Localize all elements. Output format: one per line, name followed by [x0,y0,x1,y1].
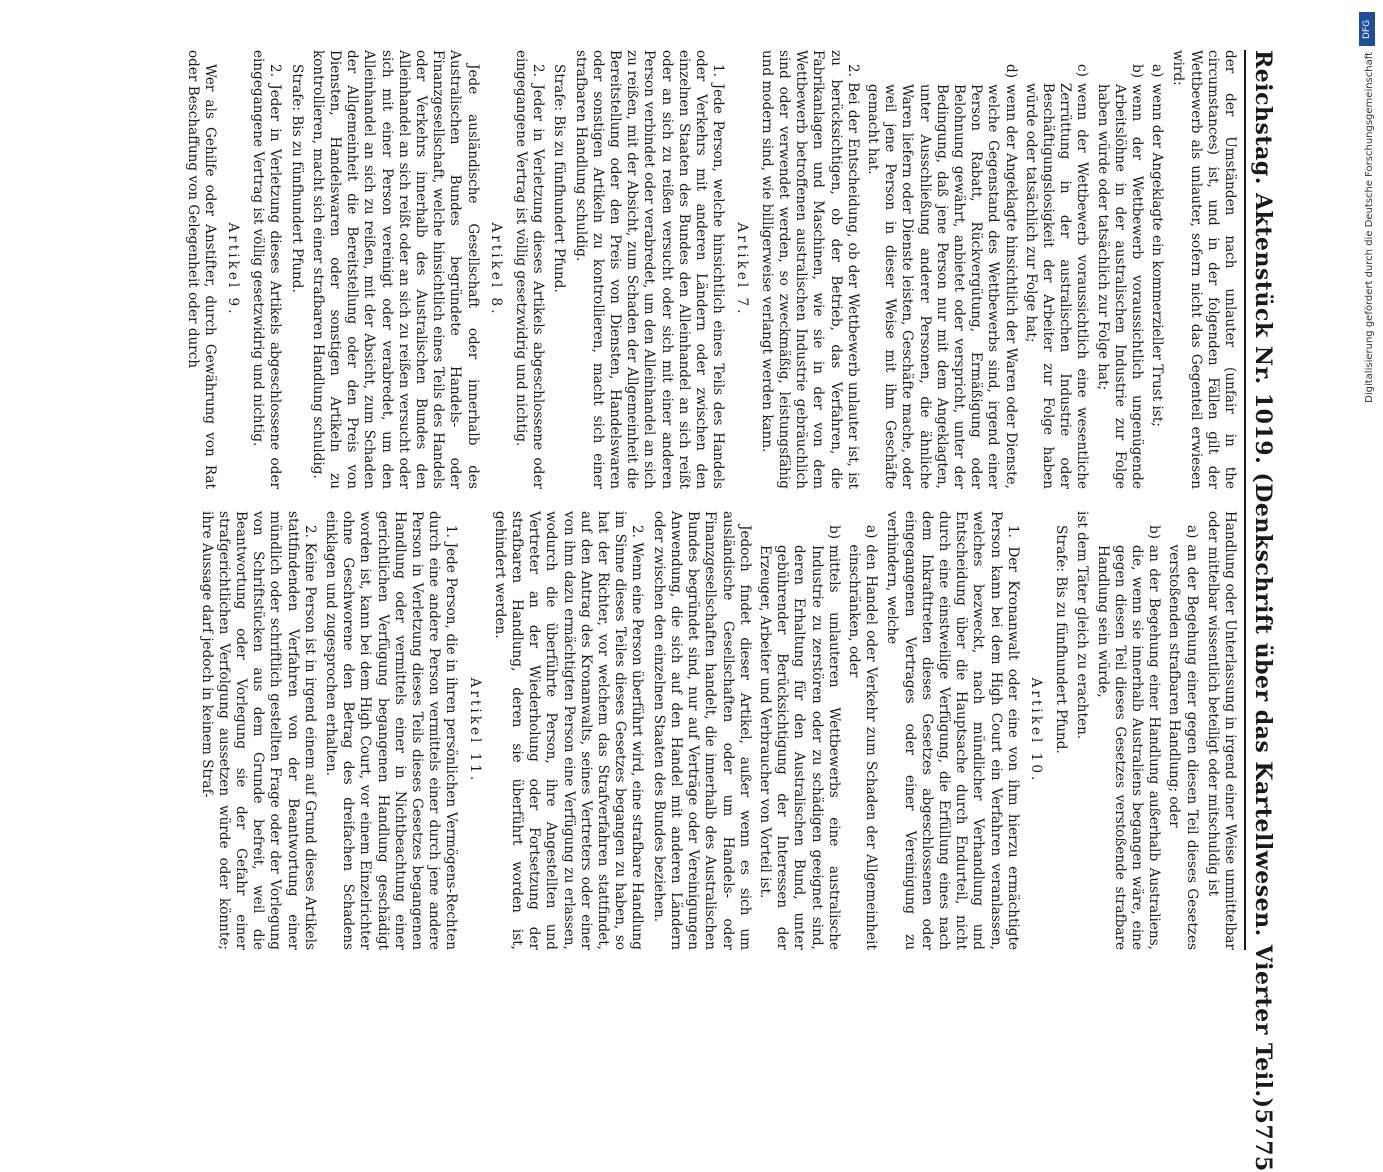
page-content [50,50,1290,1172]
header-title: Reichstag. Aktenstück Nr. 1019. (Denkschrift über das Kartellwesen. Vierter Teil.) [1250,50,1276,1109]
penalty-line: Strafe: Bis zu fünfhundert Pfund. [288,64,305,293]
paragraph: Jedoch findet dieser Artikel, außer wenn es sich um ausländische Gesellschaften oder um Handels- oder Finanzgesellschaften handelt, die innerhalb des Australischen Bundes begründet sind, nur auf Verträge oder Vereinigungen Anwendung, die sich auf den Handel mit anderen Ländern oder zwischen den einzelnen Staaten des Bundes beziehen. [650,511,753,950]
paragraph: der der Umständen nach unlauter (unfair in the circumstances) ist, und in der folgenden Fällen gilt der Wettbewerb als unlauter, sofern nicht das Gegenteil erwiesen wird: [1170,50,1238,489]
list-label: b) [1128,64,1145,79]
list-text: wenn der Wettbewerb voraussichtlich eine wesentliche Zerrüttung in der australischen Industrie oder Beschäftigungslosigkeit der Arbeiter zur Folge haben würde oder tatsächlich zur Folge hat; [1022,82,1091,489]
paragraph: 1. Jede Person, die in ihren persönlichen Vermögens-Rechten durch eine andere Person vermittels einer durch jene andere Person in Verletzung dieses Teils dieses Gesetzes begangenen Handlung oder vermittels einer in Nichtbeachtung einer gerichtlichen Verfügung begangenen Handlung geschädigt worden ist, kann bei dem High Court, vor einem Einzelrichter ohne Geschworene den Betrag des dreifachen Schadens einklagen und zugesprochen erhalten. [323,511,460,950]
paragraph: 2. Keine Person ist in irgend einem auf Grund dieses Artikels stattfindenden Verfahren von der Beantwortung einer mündlich oder schriftlich gestellten Frage oder der Vorlegung von Schriftstücken aus dem Grunde befreit, weil die Beantwortung oder Vorlegung sie der Gefahr einer strafgerichtlichen Verfolgung aussetzen würde oder könnte; ihre Aussage darf jedoch in keinem Straf- [198,511,318,950]
list-text: mittels unlauteren Wettbewerbs eine australische Industrie zu zerstören oder zu schädigen geeignet sind, deren Erhaltung für den Australischen Bund, unter gebührender Berücksichtigung der Interessen der Erzeuger, Arbeiter und Verbraucher von Vorteil ist. [756,545,842,950]
list-label: a) [1149,64,1166,78]
column-right [58,511,1238,950]
text-columns [58,50,1238,950]
list-text: an der Begehung einer Handlung außerhalb Australiens, die, wenn sie innerhalb Australiens begangen wäre, eine gegen diesen Teil dieses Gesetzes verstoßende strafbare Handlung sein würde, [1094,545,1163,950]
list-item [1022,50,1091,489]
list-item [1148,50,1165,489]
list-text: den Handel oder Verkehr zum Schaden der Allgemeinheit einschränken, oder [845,544,880,950]
paragraph: 1. Der Kronanwalt oder eine von ihm hierzu ermächtigte Person kann bei dem High Court ein Verfahren veranlassen, welches bezweckt, nach mündlicher Verhandlung und Entscheidung über die Hauptsache durch Endurteil, nicht durch eine einstweilige Verfügung, die Erfüllung eines nach dem Inkrafttreten dieses Gesetzes abgeschlossenen oder eingegangenen Vertrages oder einer Vereinigung zu verhindern, welche [884,511,1021,950]
paragraph: 2. Wenn eine Person überführt wird, eine strafbare Handlung im Sinne dieses Teiles dieses Gesetzes begangen zu haben, so hat der Richter, vor welchem das Strafverfahren stattfindet, auf den Antrag des Kronanwalts, seines Vertreters oder einer von ihm dazu ermächtigten Person eine Verfügung zu erlassen, wodurch die überführte Person, ihre Angestellten und Vertreter an der Wiederholung oder Fortsetzung der strafbaren Handlung, deren sie überführt worden ist, gehindert werden. [491,511,646,950]
digitization-credit: Digitalisierung gefördert durch die Deutsche Forschungsgemeinschaft [1364,52,1375,403]
list-text: an der Begehung einer gegen diesen Teil dieses Gesetzes verstoßenden strafbaren Handlung; oder [1166,544,1200,950]
list-label: a) [863,525,880,539]
page-number: 5775 [1250,1108,1276,1172]
paragraph: ist dem Täter gleich zu erachten. [1074,511,1091,740]
penalty-line: Strafe: Bis zu fünfhundert Pfund. [1053,525,1070,754]
list-label: d) [1002,64,1019,79]
list-item [845,511,879,950]
list-text: wenn der Angeklagte hinsichtlich der Waren oder Dienste, welche Gegenstand des Wettbewerbs sind, irgend einer Person Rabatt, Rückvergütung, Ermäßigung oder Belohnung gewährt, anbietet oder verspricht, unter der Bedingung, daß jene Person nur mit dem Angeklagten, unter Ausschließung anderer Personen, die ähnliche Waren liefern oder Dienste leisten, Geschäfte mache, oder weil jene Person in dieser Weise mit ihm Geschäfte gemacht hat. [864,84,1019,489]
paragraph: 2. Jeder in Verletzung dieses Artikels abgeschlossene oder eingegangene Vertrag ist völlig gesetzwidrig und nichtig. [513,50,547,489]
list-item [1093,511,1162,950]
dfg-logo: DFG [1359,12,1375,46]
article-heading: Artikel 7. [733,222,750,317]
article-heading: Artikel 8. [487,222,504,317]
list-text: wenn der Angeklagte ein kommerzieller Trust ist; [1149,83,1166,427]
paragraph: 1. Jede Person, welche hinsichtlich eines Teils des Handels oder Verkehrs mit anderen Ländern oder zwischen den einzelnen Staaten des Bundes den Alleinhandel an sich reißt oder an sich zu reißen versucht oder sich mit einer anderen Person verbindet oder verabredet, um den Alleinhandel an sich zu reißen, mit der Absicht, zum Schaden der Allgemeinheit die Bereitstellung oder den Preis von Diensten, Handelswaren oder sonstigen Artikeln zu kontrollieren, macht sich einer strafbaren Handlung schuldig. [572,50,727,489]
article-heading: Artikel 10. [1027,677,1044,784]
list-label: b) [825,525,842,540]
list-item [864,50,1019,489]
paragraph: 2. Jeder in Verletzung dieses Artikels abgeschlossene oder eingegangene Vertrag ist völlig gesetzwidrig und nichtig. [250,50,284,489]
running-header [1244,50,1290,1172]
paragraph: 2. Bei der Entscheidung, ob der Wettbewerb unlauter ist, ist zu berücksichtigen, ob der Betrieb, das Verfahren, die Fabrikanlagen und Maschinen, wie sie in der von dem Wettbewerb betroffenen australischen Industrie gebräuchlich sind oder verwendet werden, so zweckmäßig, leistungsfähig und modern sind, wie billigerweise verlangt werden kann. [758,50,861,489]
paragraph: Handlung oder Unterlassung in irgend einer Weise unmittelbar oder mittelbar wissentlich beteiligt oder mitschuldig ist [1204,511,1238,950]
list-item [1165,511,1199,950]
list-item [1093,50,1145,489]
column-left [58,50,1238,489]
paragraph: Jede ausländische Gesellschaft oder innerhalb des Australischen Bundes begründete Handels- oder Finanzgesellschaft, welche hinsichtlich eines Teils des Handels oder Verkehrs innerhalb des Australischen Bundes den Alleinhandel an sich reißt oder an sich zu reißen versucht oder sich mit einer Person vereinigt oder verabredet, um den Alleinhandel an sich zu reißen, mit der Absicht, zum Schaden der Allgemeinheit die Bereitstellung oder den Preis von Diensten, Handelswaren oder sonstigen Artikeln zu kontrollieren, macht sich einer strafbaren Handlung schuldig. [309,50,481,489]
penalty-line: Strafe: Bis zu fünfhundert Pfund. [551,64,568,293]
list-item [756,511,842,950]
article-heading: Artikel 11. [466,677,483,784]
list-text: wenn der Wettbewerb voraussichtlich ungenügende Arbeitslöhne in der australischen Industrie zur Folge haben würde oder tatsächlich zur Folge hat; [1094,84,1145,489]
paragraph: Wer als Gehilfe oder Anstifter, durch Gewährung von Rat oder Beschaffung von Gelegenheit oder durch [184,50,218,489]
article-heading: Artikel 9. [225,222,242,317]
list-label: c) [1074,64,1091,77]
list-label: a) [1183,525,1200,539]
scanned-page [20,40,1300,1172]
list-label: b) [1146,525,1163,540]
